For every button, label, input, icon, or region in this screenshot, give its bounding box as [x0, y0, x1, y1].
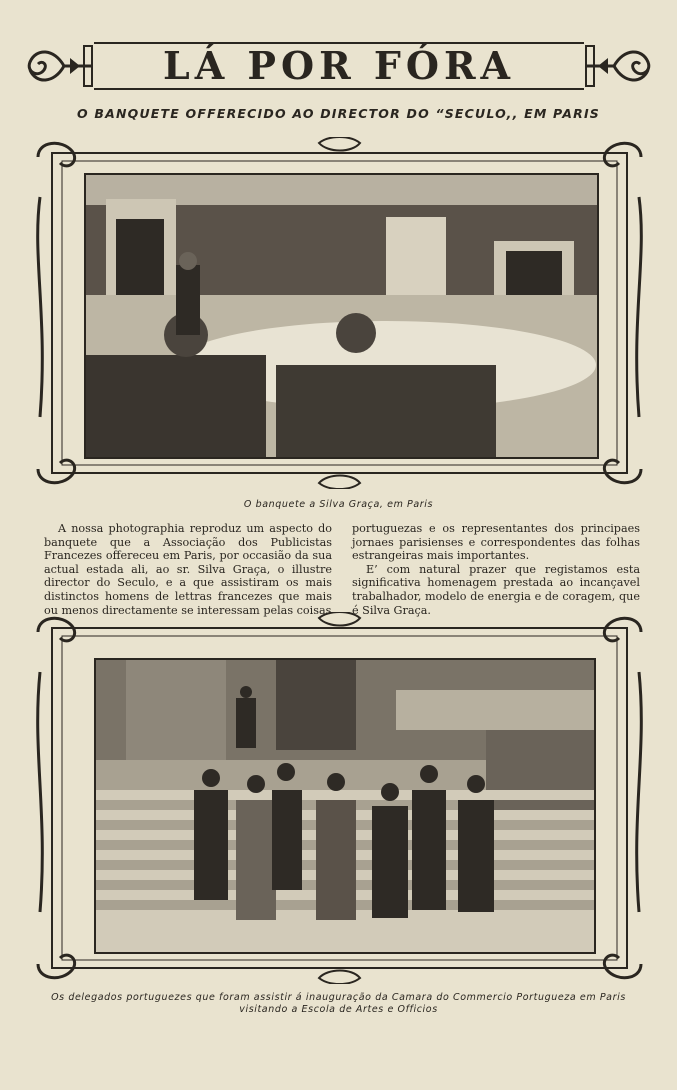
delegates-photo-frame — [32, 612, 647, 984]
masthead-bottom-rule — [94, 88, 584, 90]
left-ornament-icon — [24, 38, 94, 94]
article-column-right — [352, 522, 640, 617]
banquet-photo-frame — [32, 137, 647, 489]
article-subtitle: O BANQUETE OFFERECIDO AO DIRECTOR DO “SECULO,, EM PARIS — [76, 106, 600, 121]
masthead-banner — [24, 38, 654, 94]
delegates-caption-line-2: visitando a Escola de Artes e Officios — [239, 1004, 438, 1015]
banquet-caption: O banquete a Silva Graça, em Paris — [243, 499, 434, 510]
article-paragraph: E’ com natural prazer que registamos esta significativa homenagem prestada ao incançavel trabalhador, modelo de energia e de coragem, que é Silva Graça. — [352, 562, 640, 617]
delegates-scene-icon — [96, 660, 594, 952]
delegates-caption-line-1: Os delegados portuguezes que foram assistir á inauguração da Camara do Commercio Portugueza em Paris — [51, 992, 626, 1003]
article-paragraph: portuguezas e os representantes dos principaes jornaes parisienses e correspondentes das folhas estrangeiras mais importantes. — [352, 522, 640, 563]
article-column-left — [44, 522, 332, 617]
delegates-photo — [94, 658, 596, 954]
right-ornament-icon — [584, 38, 654, 94]
masthead-title: LÁ POR FÓRA — [162, 43, 516, 88]
banquet-photo — [84, 173, 599, 459]
article-paragraph: A nossa photographia reproduz um aspecto do banquete que a Associação dos Publicistas Francezes offereceu em Paris, por occasião da sua actual estada ali, ao sr. Silva Graça, o illustre director do Seculo, e a que assistiram os mais distinctos homens de lettras francezes que mais ou menos directamente se interessam pelas coisas — [44, 522, 332, 617]
banquet-scene-icon — [86, 175, 597, 457]
